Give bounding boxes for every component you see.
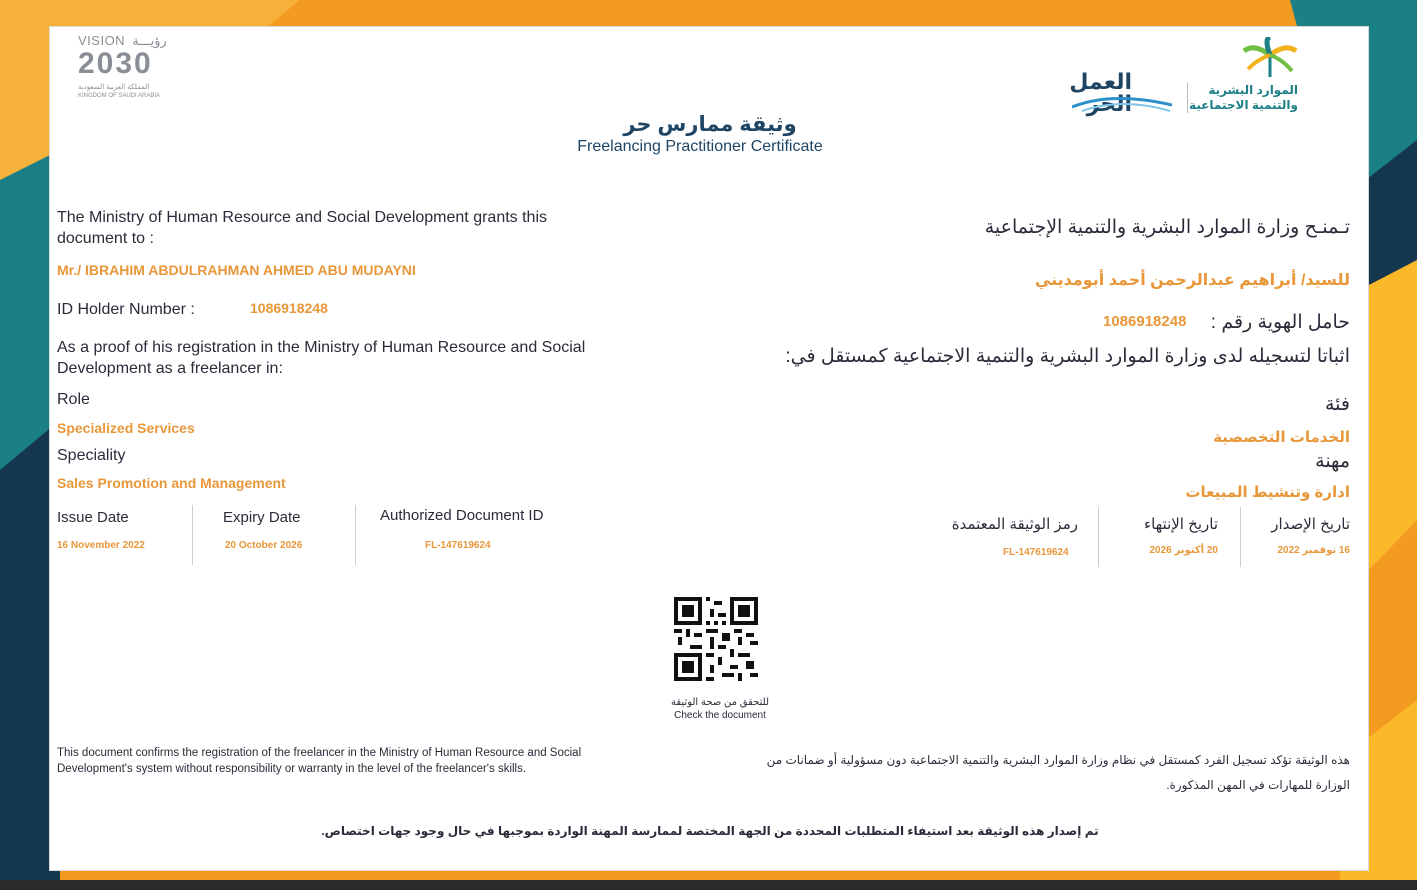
speciality-label-en: Speciality xyxy=(57,447,126,464)
holder-name-ar: للسيد/ أبراهيم عبدالرحمن أحمد أبومديني xyxy=(1034,272,1350,289)
vision-year: 2030 xyxy=(78,47,153,80)
speciality-value-en: Sales Promotion and Management xyxy=(57,475,286,491)
vision-2030-logo xyxy=(78,33,198,103)
role-value-ar: الخدمات التخصصية xyxy=(1213,429,1350,446)
document-id-label-ar: رمز الوثيقة المعتمدة xyxy=(951,516,1078,533)
certificate-title-ar: وثيقة ممارس حر xyxy=(623,113,797,136)
ministry-logo-text-2: والتنمية الاجتماعية xyxy=(1189,98,1298,112)
expiry-date-value-en: 20 October 2026 xyxy=(225,540,303,551)
speciality-value-ar: ادارة وتنشيط المبيعات xyxy=(1185,484,1350,501)
document-id-label-en: Authorized Document ID xyxy=(380,507,544,524)
freelance-logo-text-1: العمل xyxy=(1069,69,1132,94)
ministry-logo-text-1: الموارد البشرية xyxy=(1208,83,1298,97)
expiry-date-label-en: Expiry Date xyxy=(223,509,301,526)
vision-ar-word: رؤيـــة xyxy=(132,33,167,48)
date-divider xyxy=(1098,507,1099,567)
document-id-value-en: FL-147619624 xyxy=(425,540,491,551)
qr-code[interactable] xyxy=(674,597,758,681)
palm-emblem-icon xyxy=(1240,37,1300,81)
proof-text-ar: اثباتا لتسجيله لدى وزارة الموارد البشرية والتنمية الاجتماعية كمستقل في: xyxy=(785,346,1350,367)
grant-text-ar: تـمنـح وزارة الموارد البشرية والتنمية الإجتماعية xyxy=(984,217,1350,238)
id-value-ar: 1086918248 xyxy=(1103,313,1187,330)
qr-label-ar: للتحقق من صحة الوثيقة xyxy=(670,697,770,708)
freelance-logo-text-2: الحر xyxy=(1086,91,1132,116)
holder-name-en: Mr./ IBRAHIM ABDULRAHMAN AHMED ABU MUDAYNI xyxy=(57,262,416,278)
proof-text-en: As a proof of his registration in the Ministry of Human Resource and Social Development as a freelancer in: xyxy=(57,339,586,377)
logo-divider xyxy=(1187,83,1188,113)
vision-ar-kingdom: المملكة العربية السعودية xyxy=(78,84,150,91)
disclaimer-ar-line-2: الوزارة للمهارات في المهن المذكورة. xyxy=(1166,778,1350,792)
certificate-title-en: Freelancing Practitioner Certificate xyxy=(577,138,823,155)
ministry-logo xyxy=(1190,37,1310,117)
issue-date-value-ar: 16 نوفمبر 2022 xyxy=(1277,545,1350,556)
expiry-date-value-ar: 20 أكتوبر 2026 xyxy=(1149,545,1218,556)
issue-date-value-en: 16 November 2022 xyxy=(57,540,145,551)
date-divider xyxy=(192,505,193,565)
vision-en-kingdom: KINGDOM OF SAUDI ARABIA xyxy=(78,93,161,99)
vision-word: VISION xyxy=(78,33,126,48)
speciality-label-ar: مهنة xyxy=(1315,451,1350,472)
disclaimer-en: This document confirms the registration of the freelancer in the Ministry of Human Resource and Social Development's system without responsibility or warranty in the level of the freelancer's skills. xyxy=(57,747,582,775)
issue-date-label-ar: تاريخ الإصدار xyxy=(1271,516,1350,533)
grant-text-en: The Ministry of Human Resource and Social Development grants this document to : xyxy=(57,209,547,247)
date-divider xyxy=(355,505,356,565)
id-label-en: ID Holder Number : xyxy=(57,301,195,318)
role-label-ar: فئة xyxy=(1324,394,1350,415)
role-label-en: Role xyxy=(57,391,90,408)
id-label-ar: حامل الهوية رقم : xyxy=(1210,312,1350,333)
role-value-en: Specialized Services xyxy=(57,420,195,436)
issuance-notice-ar: تم إصدار هذه الوثيقة بعد استيفاء المتطلبات المحددة من الجهة المختصة لممارسة المهنة الواردة بموجبها في حال وجود جهات اختصاص. xyxy=(321,824,1099,838)
expiry-date-label-ar: تاريخ الإنتهاء xyxy=(1144,516,1218,533)
certificate-card xyxy=(49,26,1369,871)
date-divider xyxy=(1240,507,1241,567)
id-value-en: 1086918248 xyxy=(250,300,328,316)
disclaimer-ar-line-1: هذه الوثيقة تؤكد تسجيل الفرد كمستقل في نظام وزارة الموارد البشرية والتنمية الاجتماعية دون مسؤولية أو ضمانات من xyxy=(766,753,1350,767)
document-id-value-ar: FL-147619624 xyxy=(1003,547,1069,558)
qr-label-en: Check the document xyxy=(674,710,766,721)
qr-code-icon xyxy=(674,597,758,681)
issue-date-label-en: Issue Date xyxy=(57,509,129,526)
wave-icon xyxy=(1072,83,1172,113)
